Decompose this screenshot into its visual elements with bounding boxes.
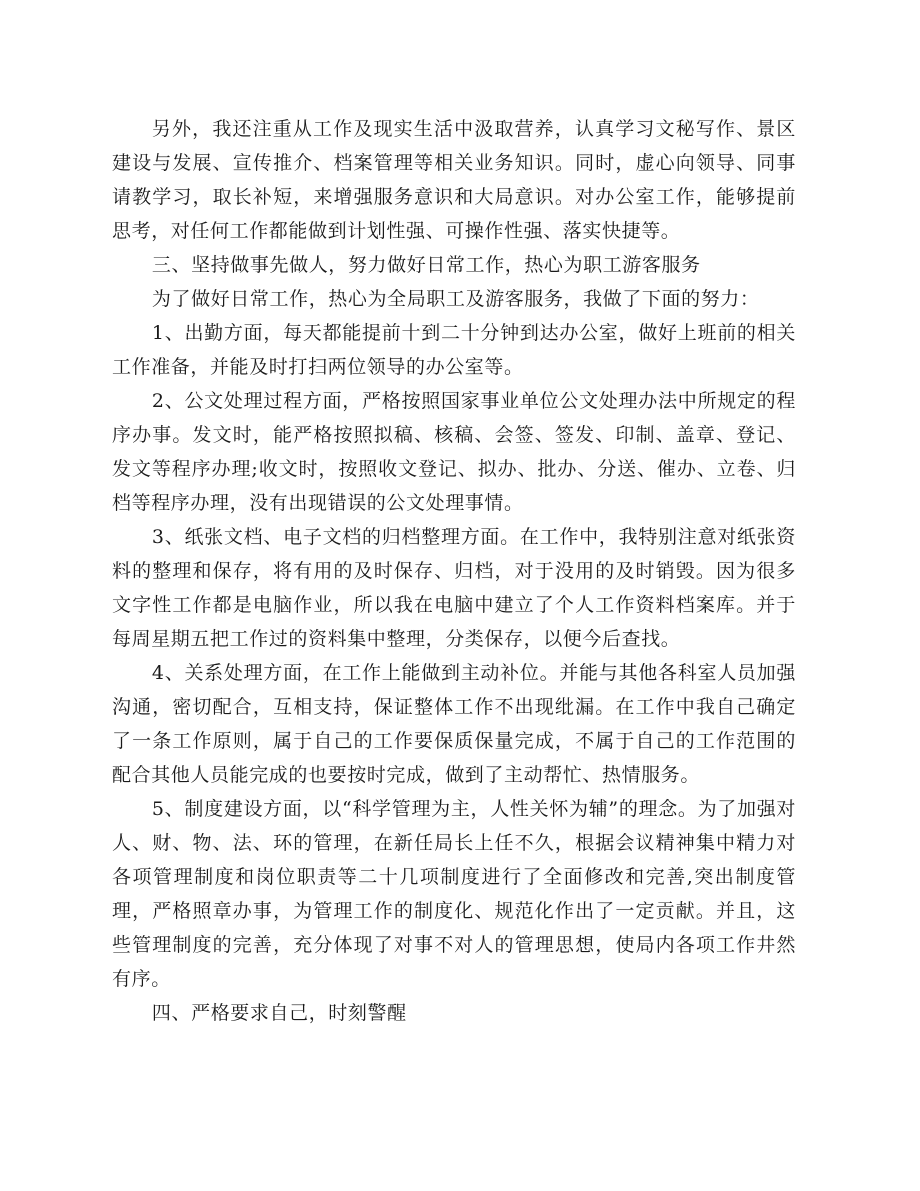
paragraph-intro-efforts: 为了做好日常工作，热心为全局职工及游客服务，我做了下面的努力： xyxy=(151,288,760,310)
section-heading-four: 四、严格要求自己，时刻警醒 xyxy=(151,1002,407,1024)
document-body xyxy=(112,112,796,1030)
section-heading-three: 三、坚持做事先做人，努力做好日常工作，热心为职工游客服务 xyxy=(151,254,701,276)
paragraph-item-5-regulations: 5、制度建设方面，以“科学管理为主，人性关怀为辅”的理念。为了加强对人、财、物、法、环的管理，在新任局长上任不久，根据会议精神集中精力对各项管理制度和岗位职责等二十几项制度进行了全面修改和完善,突出制度管理，严格照章办事，为管理工作的制度化、规范化作出了一定贡献。并且，这些管理制度的完善，充分体现了对事不对人的管理思想，使局内各项工作井然有序。 xyxy=(112,798,796,990)
paragraph-self-study: 另外，我还注重从工作及现实生活中汲取营养，认真学习文秘写作、景区建设与发展、宣传推介、档案管理等相关业务知识。同时，虚心向领导、同事请教学习，取长补短，来增强服务意识和大局意识。对办公室工作，能够提前思考，对任何工作都能做到计划性强、可操作性强、落实快捷等。 xyxy=(112,118,796,242)
paragraph-item-2-documents: 2、公文处理过程方面，严格按照国家事业单位公文处理办法中所规定的程序办事。发文时，能严格按照拟稿、核稿、会签、签发、印制、盖章、登记、发文等程序办理;收文时，按照收文登记、拟办、批办、分送、催办、立卷、归档等程序办理，没有出现错误的公文处理事情。 xyxy=(112,390,796,514)
paragraph-item-1-attendance: 1、出勤方面，每天都能提前十到二十分钟到达办公室，做好上班前的相关工作准备，并能及时打扫两位领导的办公室等。 xyxy=(112,322,796,378)
paragraph-item-4-relations: 4、关系处理方面，在工作上能做到主动补位。并能与其他各科室人员加强沟通，密切配合，互相支持，保证整体工作不出现纰漏。在工作中我自己确定了一条工作原则，属于自己的工作要保质保量完成，不属于自己的工作范围的配合其他人员能完成的也要按时完成，做到了主动帮忙、热情服务。 xyxy=(112,662,796,786)
paragraph-item-3-archiving: 3、纸张文档、电子文档的归档整理方面。在工作中，我特别注意对纸张资料的整理和保存，将有用的及时保存、归档，对于没用的及时销毁。因为很多文字性工作都是电脑作业，所以我在电脑中建立了个人工作资料档案库。并于每周星期五把工作过的资料集中整理，分类保存，以便今后查找。 xyxy=(112,526,796,650)
